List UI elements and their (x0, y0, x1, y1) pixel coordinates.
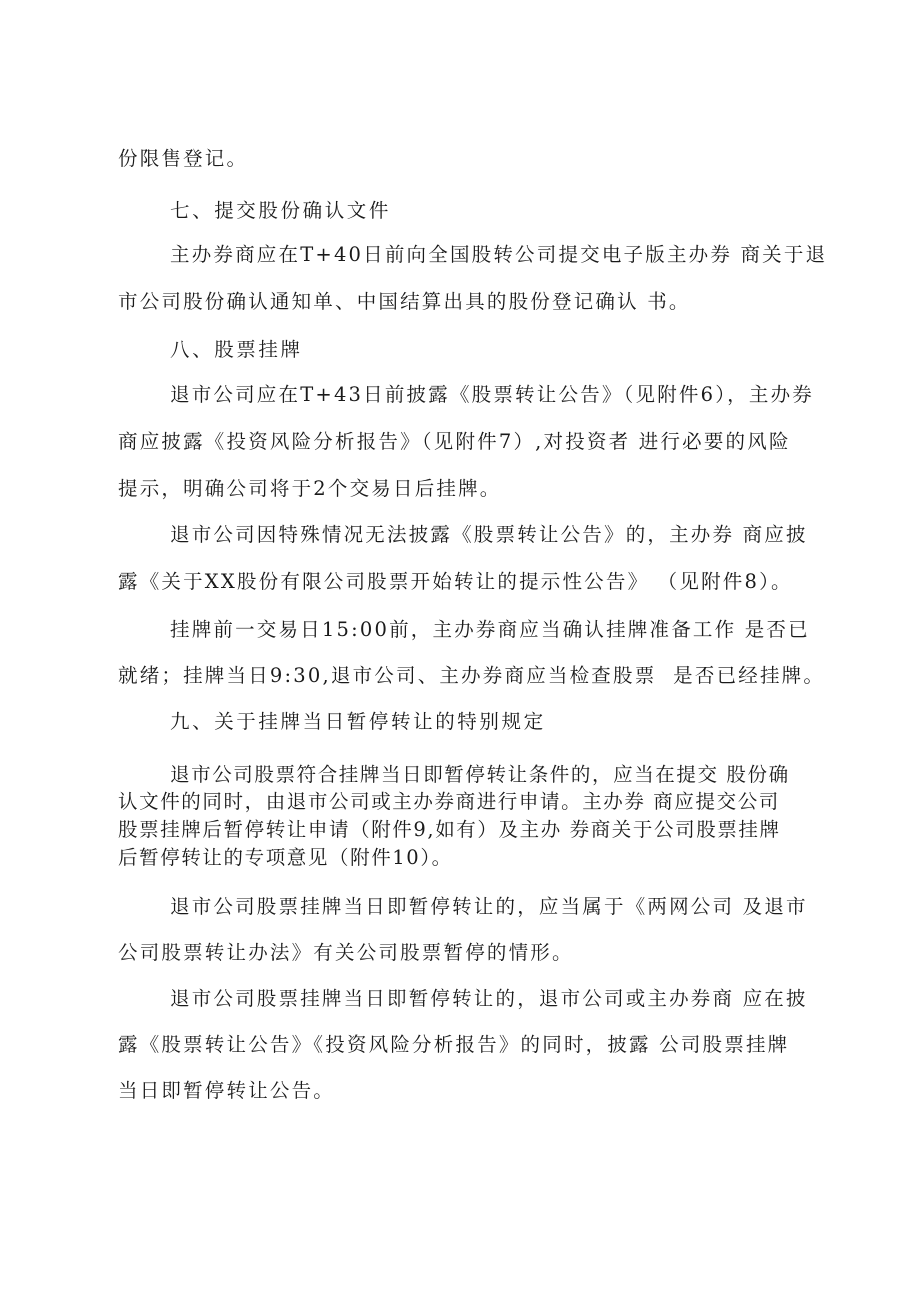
text-line: 退市公司因特殊情况无法披露《股票转让公告》的，主办券 商应披 (170, 523, 808, 546)
text-line: 退市公司应在T+43日前披露《股票转让公告》（见附件6），主办券 (170, 383, 814, 406)
text-line: 市公司股份确认通知单、中国结算出具的股份登记确认 书。 (118, 290, 691, 313)
text-line: 就绪；挂牌当日9:30,退市公司、主办券商应当检查股票 是否已经挂牌。 (118, 664, 826, 687)
text-line: 股票挂牌后暂停转让申请（附件9,如有）及主办 券商关于公司股票挂牌 (118, 818, 781, 841)
text-line: 商应披露《投资风险分析报告》（见附件7）,对投资者 进行必要的风险 (118, 430, 791, 453)
section-heading: 八、股票挂牌 (170, 338, 303, 361)
text-line: 后暂停转让的专项意见（附件10）。 (118, 846, 453, 869)
text-line: 挂牌前一交易日15:00前，主办券商应当确认挂牌准备工作 是否已 (170, 618, 810, 641)
text-line: 主办券商应在T+40日前向全国股转公司提交电子版主办券 商关于退 (170, 243, 828, 266)
text-line: 退市公司股票挂牌当日即暂停转让的，应当属于《两网公司 及退市 (170, 895, 808, 918)
text-line: 认文件的同时，由退市公司或主办券商进行申请。主办券 商应提交公司 (118, 790, 780, 813)
section-heading: 七、提交股份确认文件 (170, 199, 392, 222)
section-heading: 九、关于挂牌当日暂停转让的特别规定 (170, 710, 546, 733)
text-line: 公司股票转让办法》有关公司股票暂停的情形。 (118, 941, 574, 964)
text-line: 露《关于XX股份有限公司股票开始转让的提示性公告》 （见附件8）。 (118, 570, 793, 593)
text-line: 提示，明确公司将于2个交易日后挂牌。 (118, 477, 502, 500)
text-line: 露《股票转让公告》《投资风险分析报告》的同时，披露 公司股票挂牌 (118, 1033, 790, 1056)
text-line: 退市公司股票符合挂牌当日即暂停转让条件的，应当在提交 股份确 (170, 763, 790, 786)
text-line: 当日即暂停转让公告。 (118, 1079, 336, 1102)
text-line: 退市公司股票挂牌当日即暂停转让的，退市公司或主办券商 应在披 (170, 987, 808, 1010)
text-line: 份限售登记。 (118, 147, 249, 170)
